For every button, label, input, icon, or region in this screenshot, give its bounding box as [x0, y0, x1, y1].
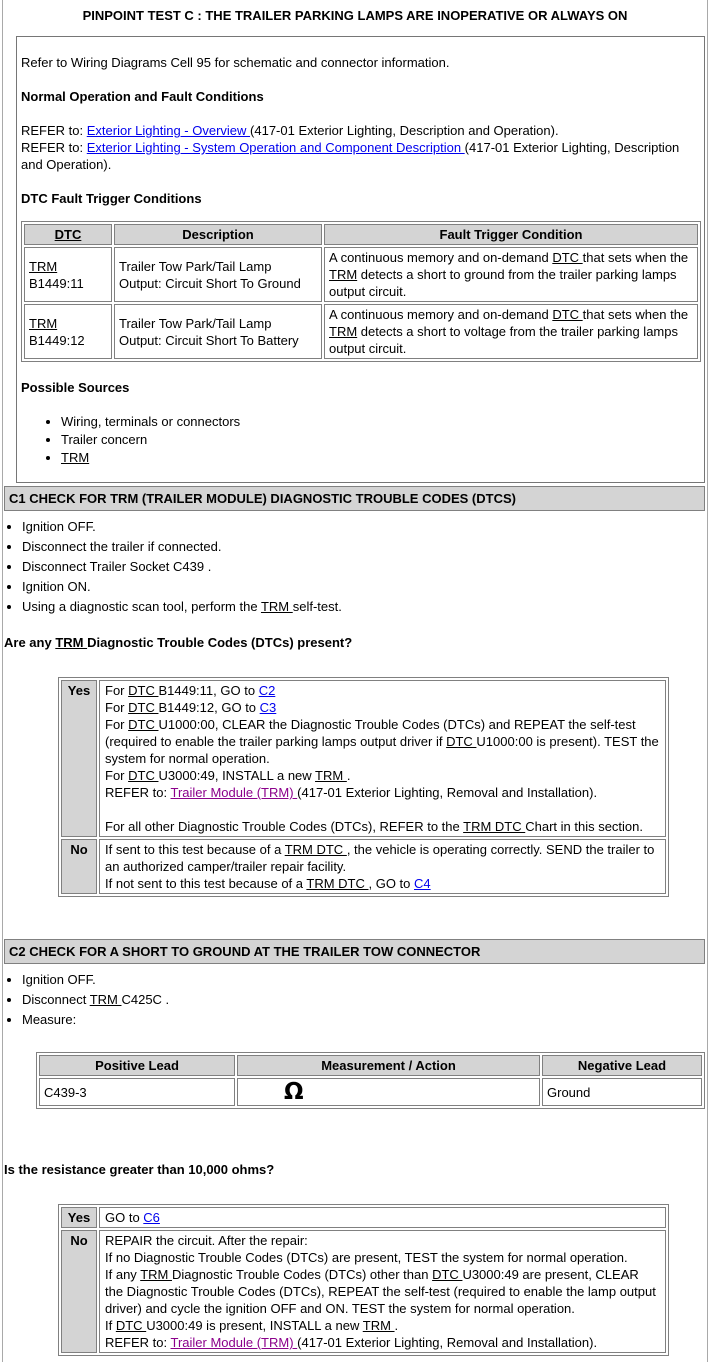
possible-sources-list	[21, 413, 698, 466]
page-title: PINPOINT TEST C : THE TRAILER PARKING LAMPS ARE INOPERATIVE OR ALWAYS ON	[82, 8, 628, 23]
source-item: • Wiring, terminals or connectors	[61, 413, 698, 430]
dtc-table-header-row	[24, 224, 698, 245]
link-trailer-module-trm[interactable]: Trailer Module (TRM)	[170, 1335, 298, 1350]
instruction-line: REPAIR the circuit. After the repair:	[105, 1233, 308, 1248]
step-item: • Using a diagnostic scan tool, perform the TRM self-test.	[22, 598, 707, 615]
dtc-column-header	[24, 224, 112, 245]
link-dtc-glossary[interactable]: DTC	[552, 307, 583, 322]
c1-question: Are any TRM Diagnostic Trouble Codes (DTCs) present?	[4, 635, 353, 650]
c2-measurement-table	[36, 1052, 705, 1109]
link-trm-glossary[interactable]: TRM	[61, 450, 90, 465]
link-c2[interactable]: C2	[258, 683, 276, 698]
link-trm-glossary[interactable]: TRM	[329, 324, 358, 339]
table-row	[24, 247, 698, 302]
page-frame	[2, 0, 708, 1362]
instruction-line: GO to C6	[105, 1210, 160, 1225]
link-dtc-glossary[interactable]: DTC	[552, 250, 583, 265]
c1-answer-wrap	[58, 677, 669, 897]
c2-answer-wrap	[58, 1204, 669, 1356]
link-dtc-glossary[interactable]: DTC	[432, 1267, 463, 1282]
link-trm-glossary[interactable]: TRM	[29, 258, 58, 274]
instruction-line: For DTC B1449:12, GO to C3	[105, 700, 277, 715]
wiring-diagrams-note: Refer to Wiring Diagrams Cell 95 for schematic and connector information.	[21, 55, 450, 70]
instruction-line	[105, 801, 660, 818]
section-c2	[3, 939, 707, 1356]
section-c1	[3, 486, 707, 897]
link-trm-glossary[interactable]: TRM	[362, 1318, 395, 1333]
positive-lead-cell: C439-3	[39, 1078, 235, 1106]
c2-answer-table	[58, 1204, 669, 1356]
link-trm-glossary[interactable]: TRM	[315, 768, 347, 783]
link-dtc-glossary[interactable]: DTC	[128, 768, 159, 783]
step-item: • Ignition OFF.	[22, 971, 707, 988]
link-dtc-glossary[interactable]: DTC	[446, 734, 477, 749]
step-item: • Measure:	[22, 1011, 707, 1028]
link-trm-dtc-chart[interactable]: TRM DTC	[463, 819, 526, 834]
step-item: • Ignition ON.	[22, 578, 707, 595]
instruction-line: For DTC B1449:11, GO to C2	[105, 683, 276, 698]
instruction-line: REFER to: Trailer Module (TRM) (417-01 Exterior Lighting, Removal and Installation).	[105, 1335, 598, 1350]
dtc-fault-cell: A continuous memory and on-demand DTC that sets when the TRM detects a short to voltage from the trailer parking lamps output circuit.	[324, 304, 698, 359]
source-item: • Trailer concern	[61, 431, 698, 448]
source-item	[61, 449, 698, 466]
yes-instructions	[99, 1207, 666, 1228]
no-instructions	[99, 1230, 666, 1353]
possible-sources-heading: Possible Sources	[21, 380, 130, 395]
link-trm-glossary[interactable]: TRM	[140, 1267, 172, 1282]
link-exterior-lighting-system-operation[interactable]: Exterior Lighting - System Operation and Component Description	[86, 140, 465, 155]
dtc-fault-table	[21, 221, 701, 362]
answer-row-yes	[61, 1207, 666, 1228]
intro-box	[16, 36, 705, 483]
c2-steps-list	[3, 971, 707, 1028]
table-row	[24, 304, 698, 359]
instruction-line: If no Diagnostic Trouble Codes (DTCs) are present, TEST the system for normal operation.	[105, 1250, 628, 1265]
refer-line: REFER to: Exterior Lighting - Overview (417-01 Exterior Lighting, Description and Operation).	[21, 123, 559, 138]
link-exterior-lighting-overview[interactable]: Exterior Lighting - Overview	[86, 123, 251, 138]
link-dtc-glossary[interactable]: DTC	[115, 1318, 147, 1333]
link-c4[interactable]: C4	[414, 876, 431, 891]
step-item: • Disconnect Trailer Socket C439 .	[22, 558, 707, 575]
step-item: • Disconnect TRM C425C .	[22, 991, 707, 1008]
instruction-line: For all other Diagnostic Trouble Codes (DTCs), REFER to the TRM DTC Chart in this section.	[105, 819, 644, 834]
measure-table-header-row	[39, 1055, 702, 1076]
dtc-code-cell: TRM B1449:12	[24, 304, 112, 359]
dtc-fault-trigger-heading: DTC Fault Trigger Conditions	[21, 191, 202, 206]
c1-section-header: C1 CHECK FOR TRM (TRAILER MODULE) DIAGNOSTIC TROUBLE CODES (DTCS)	[4, 486, 705, 511]
measure-table-row	[39, 1078, 702, 1106]
negative-lead-cell: Ground	[542, 1078, 702, 1106]
ohmmeter-icon: Ω	[284, 1079, 304, 1105]
link-trailer-module-trm[interactable]: Trailer Module (TRM)	[170, 785, 298, 800]
answer-row-no	[61, 839, 666, 894]
link-trm-glossary[interactable]: TRM	[260, 599, 293, 614]
refer-links-paragraph	[21, 122, 698, 173]
refer-line: REFER to: Exterior Lighting - System Operation and Component Description (417-01 Exterior Lighting, Description and Operation).	[21, 140, 680, 172]
no-label: No	[61, 839, 97, 894]
c1-answer-table	[58, 677, 669, 897]
link-trm-glossary[interactable]: TRM	[329, 267, 358, 282]
link-trm-dtc-glossary[interactable]: TRM DTC	[284, 842, 347, 857]
c1-steps-list	[3, 518, 707, 615]
measurement-action-header: Measurement / Action	[237, 1055, 540, 1076]
dtc-description-cell: Trailer Tow Park/Tail Lamp Output: Circuit Short To Battery	[114, 304, 322, 359]
instruction-line: For DTC U1000:00, CLEAR the Diagnostic Trouble Codes (DTCs) and REPEAT the self-test (required to enable the trailer parking lamps output driver if DTC U1000:00 is present). TEST the system for normal operation.	[105, 717, 659, 766]
measurement-cell	[237, 1078, 540, 1106]
instruction-line: If DTC U3000:49 is present, INSTALL a new TRM .	[105, 1318, 399, 1333]
instruction-line: If sent to this test because of a TRM DTC , the vehicle is operating correctly. SEND the trailer to an authorized camper/trailer repair facility.	[105, 842, 655, 874]
instruction-line: REFER to: Trailer Module (TRM) (417-01 Exterior Lighting, Removal and Installation).	[105, 785, 598, 800]
link-trm-glossary[interactable]: TRM	[55, 635, 88, 650]
instruction-line: If not sent to this test because of a TRM DTC , GO to C4	[105, 876, 431, 891]
no-label: No	[61, 1230, 97, 1353]
description-column-header: Description	[114, 224, 322, 245]
answer-row-yes	[61, 680, 666, 837]
instruction-line: For DTC U3000:49, INSTALL a new TRM .	[105, 768, 351, 783]
link-trm-dtc-glossary[interactable]: TRM DTC	[306, 876, 369, 891]
link-dtc-glossary[interactable]: DTC	[54, 227, 82, 242]
normal-operation-heading: Normal Operation and Fault Conditions	[21, 89, 264, 104]
no-instructions	[99, 839, 666, 894]
link-trm-glossary[interactable]: TRM	[29, 315, 58, 331]
link-trm-glossary[interactable]: TRM	[89, 992, 122, 1007]
fault-trigger-column-header: Fault Trigger Condition	[324, 224, 698, 245]
step-item: • Ignition OFF.	[22, 518, 707, 535]
yes-instructions	[99, 680, 666, 837]
dtc-code-cell: TRM B1449:11	[24, 247, 112, 302]
link-c6[interactable]: C6	[143, 1210, 160, 1225]
yes-label: Yes	[61, 680, 97, 837]
dtc-fault-cell: A continuous memory and on-demand DTC that sets when the TRM detects a short to ground from the trailer parking lamps output circuit.	[324, 247, 698, 302]
yes-label: Yes	[61, 1207, 97, 1228]
instruction-line: If any TRM Diagnostic Trouble Codes (DTCs) other than DTC U3000:49 are present, CLEAR the Diagnostic Trouble Codes (DTCs), REPEAT the self-test (required to enable the lamp output driver) and cycle the ignition OFF and ON. TEST the system for normal operation.	[105, 1267, 656, 1316]
c2-section-header: C2 CHECK FOR A SHORT TO GROUND AT THE TRAILER TOW CONNECTOR	[4, 939, 705, 964]
negative-lead-header: Negative Lead	[542, 1055, 702, 1076]
dtc-description-cell: Trailer Tow Park/Tail Lamp Output: Circuit Short To Ground	[114, 247, 322, 302]
link-dtc-glossary[interactable]: DTC	[128, 700, 159, 715]
link-c3[interactable]: C3	[259, 700, 277, 715]
step-item: • Disconnect the trailer if connected.	[22, 538, 707, 555]
link-dtc-glossary[interactable]: DTC	[128, 683, 159, 698]
c2-question: Is the resistance greater than 10,000 ohms?	[4, 1162, 275, 1177]
link-dtc-glossary[interactable]: DTC	[128, 717, 159, 732]
positive-lead-header: Positive Lead	[39, 1055, 235, 1076]
answer-row-no	[61, 1230, 666, 1353]
